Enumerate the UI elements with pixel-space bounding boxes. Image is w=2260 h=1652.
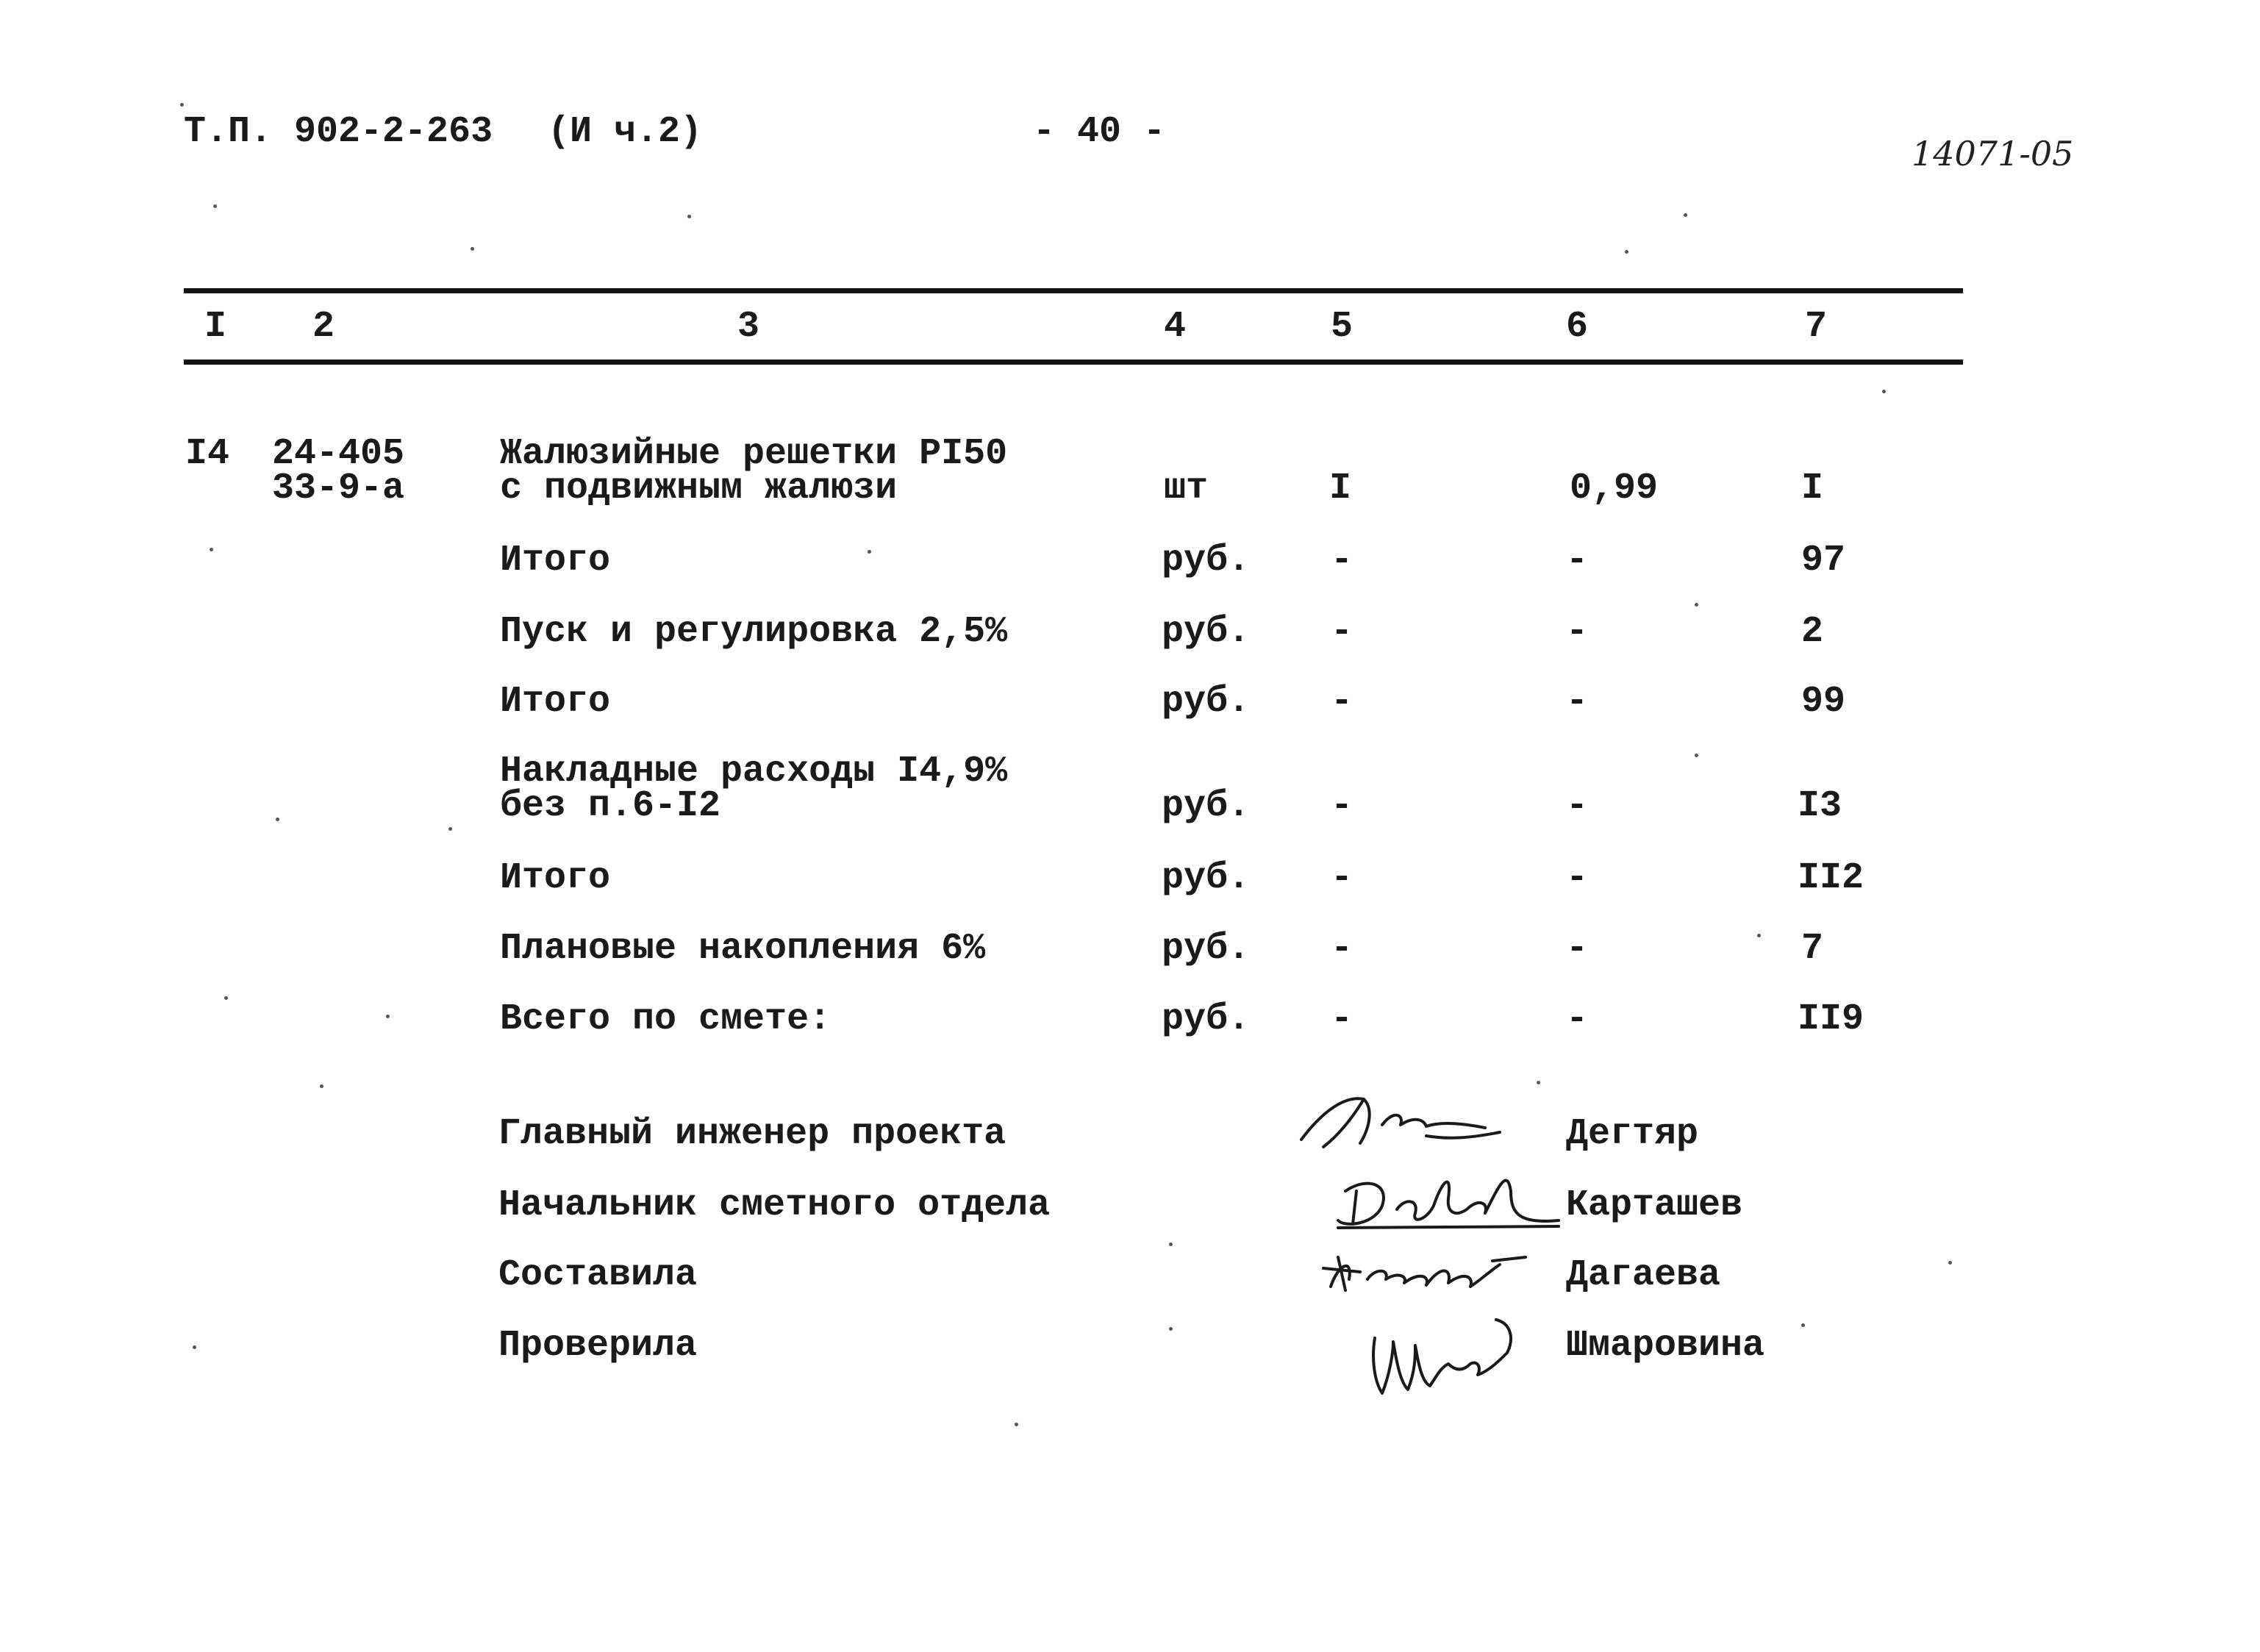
- scan-speck: [1882, 390, 1886, 393]
- row-total: 2: [1801, 611, 1824, 653]
- signature-role: Составила: [498, 1254, 698, 1296]
- row-label: Всего по смете:: [500, 998, 832, 1040]
- scan-speck: [276, 818, 279, 821]
- scan-speck: [213, 204, 217, 208]
- row-label-line2: без п.6-I2: [500, 785, 721, 827]
- table-header-rule: [184, 360, 1963, 365]
- item-unit: шт: [1164, 468, 1209, 509]
- handwritten-signature-4: [1360, 1301, 1537, 1404]
- col-header-5: 5: [1331, 306, 1354, 348]
- signature-name: Дагаева: [1566, 1254, 1721, 1296]
- row-label: Итого: [500, 681, 611, 723]
- handwritten-signature-1: [1294, 1081, 1522, 1162]
- row-col5: -: [1331, 928, 1354, 970]
- row-unit: руб.: [1162, 681, 1251, 723]
- handwritten-signature-3: [1316, 1235, 1529, 1301]
- scan-speck: [180, 103, 184, 107]
- item-total: I: [1801, 468, 1824, 509]
- col-header-7: 7: [1805, 306, 1828, 348]
- doc-code: Т.П. 902-2-263: [184, 111, 493, 153]
- row-col6: -: [1566, 611, 1589, 653]
- scan-speck: [1625, 250, 1628, 254]
- signature-role: Главный инженер проекта: [498, 1113, 1006, 1155]
- row-col5: -: [1331, 611, 1354, 653]
- scan-speck: [471, 247, 474, 251]
- signature-name: Дегтяр: [1566, 1113, 1699, 1155]
- scan-speck: [224, 996, 228, 1000]
- row-col6: -: [1566, 785, 1589, 827]
- row-col5: -: [1331, 998, 1354, 1040]
- row-col6: -: [1566, 540, 1589, 582]
- row-unit: руб.: [1162, 785, 1251, 827]
- row-total: I3: [1798, 785, 1842, 827]
- scan-speck: [1015, 1423, 1018, 1426]
- row-label: Итого: [500, 540, 611, 582]
- row-label: Плановые накопления 6%: [500, 928, 986, 970]
- row-total: 7: [1801, 928, 1824, 970]
- row-col5: -: [1331, 857, 1354, 899]
- row-label: Накладные расходы I4,9%: [500, 751, 1008, 793]
- scan-speck: [687, 215, 691, 218]
- scan-speck: [210, 548, 213, 551]
- item-qty: I: [1329, 468, 1352, 509]
- scan-speck: [1169, 1327, 1173, 1331]
- row-total: 97: [1801, 540, 1846, 582]
- scan-speck: [1948, 1261, 1952, 1265]
- row-total: II9: [1798, 998, 1864, 1040]
- scan-speck: [1537, 1081, 1540, 1084]
- row-total: II2: [1798, 857, 1864, 899]
- page-number: - 40 -: [1033, 111, 1166, 153]
- col-header-3: 3: [737, 306, 760, 348]
- scan-speck: [1757, 934, 1761, 937]
- row-unit: руб.: [1162, 611, 1251, 653]
- row-col5: -: [1331, 540, 1354, 582]
- archive-number: 14071-05: [1912, 134, 2074, 174]
- table-top-rule: [184, 288, 1963, 293]
- row-unit: руб.: [1162, 857, 1251, 899]
- signature-role: Начальник сметного отдела: [498, 1184, 1051, 1226]
- handwritten-signature-2: [1323, 1154, 1566, 1242]
- item-name-line1: Жалюзийные решетки PI50: [500, 433, 1008, 475]
- item-name-line2: с подвижным жалюзи: [500, 468, 898, 509]
- item-code-line2: 33-9-а: [272, 468, 405, 509]
- scan-speck: [448, 827, 452, 831]
- item-code-line1: 24-405: [272, 433, 405, 475]
- col-header-2: 2: [312, 306, 335, 348]
- scan-speck: [193, 1345, 196, 1349]
- item-number: I4: [185, 433, 230, 475]
- signature-name: Шмаровина: [1566, 1325, 1765, 1367]
- scan-speck: [386, 1015, 390, 1018]
- signature-role: Проверила: [498, 1325, 698, 1367]
- row-unit: руб.: [1162, 928, 1251, 970]
- col-header-4: 4: [1164, 306, 1187, 348]
- scan-speck: [868, 550, 871, 554]
- scan-speck: [1169, 1242, 1173, 1246]
- scan-speck: [1801, 1323, 1805, 1327]
- row-unit: руб.: [1162, 998, 1251, 1040]
- item-price: 0,99: [1570, 468, 1659, 509]
- row-col5: -: [1331, 785, 1354, 827]
- scan-speck: [1695, 603, 1698, 607]
- scan-speck: [320, 1084, 323, 1088]
- scan-speck: [1684, 213, 1687, 217]
- col-header-6: 6: [1566, 306, 1589, 348]
- col-header-1: I: [204, 306, 227, 348]
- signature-name: Карташев: [1566, 1184, 1743, 1226]
- row-unit: руб.: [1162, 540, 1251, 582]
- row-label: Итого: [500, 857, 611, 899]
- row-col6: -: [1566, 928, 1589, 970]
- row-label: Пуск и регулировка 2,5%: [500, 611, 1008, 653]
- row-col6: -: [1566, 857, 1589, 899]
- scan-speck: [1695, 754, 1698, 757]
- row-total: 99: [1801, 681, 1846, 723]
- doc-part: (И ч.2): [548, 111, 703, 153]
- row-col6: -: [1566, 998, 1589, 1040]
- row-col6: -: [1566, 681, 1589, 723]
- row-col5: -: [1331, 681, 1354, 723]
